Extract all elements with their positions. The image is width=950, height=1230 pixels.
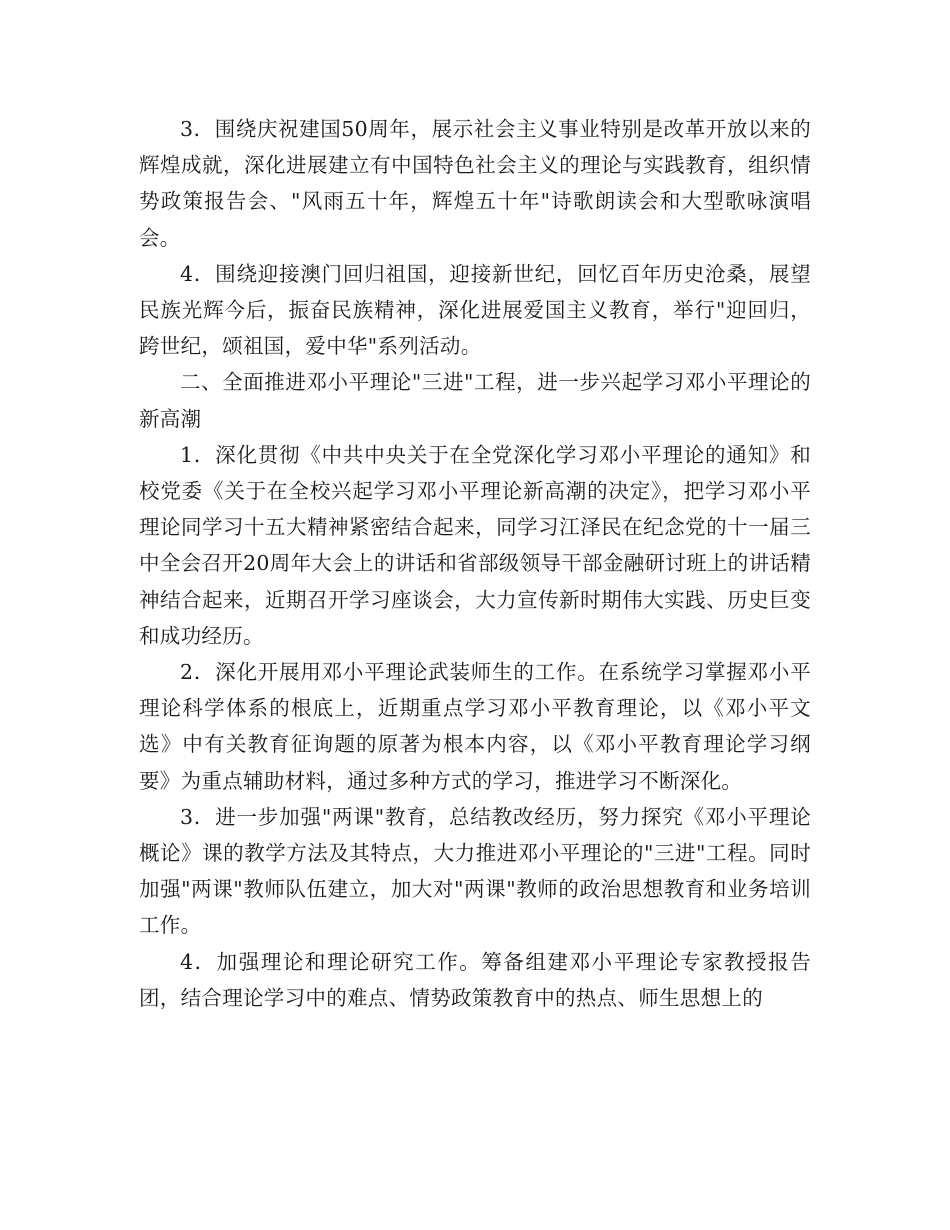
paragraph-item-4-theory-research: 4．加强理论和理论研究工作。筹备组建邓小平理论专家教授报告团，结合理论学习中的难点、情势政策教育中的热点、师生思想上的 [139,949,811,1010]
section-heading-two: 二、全面推进邓小平理论"三进"工程，进一步兴起学习邓小平理论的新高潮 [139,370,811,431]
document-page [139,111,811,1016]
paragraph-item-3-anniversary: 3．围绕庆祝建国50周年，展示社会主义事业特别是改革开放以来的辉煌成就，深化进展建立有中国特色社会主义的理论与实践教育，组织情势政策报告会、"风雨五十年，辉煌五十年"诗歌朗读会和大型歌咏演唱会。 [139,117,811,250]
paragraph-item-4-macau-return: 4．围绕迎接澳门回归祖国，迎接新世纪，回忆百年历史沧桑，展望民族光辉今后，振奋民族精神，深化进展爱国主义教育，举行"迎回归，跨世纪，颂祖国，爱中华"系列活动。 [139,261,811,359]
paragraph-item-2-arm-teachers: 2．深化开展用邓小平理论武装师生的工作。在系统学习掌握邓小平理论科学体系的根底上，近期重点学习邓小平教育理论，以《邓小平文选》中有关教育征询题的原著为根本内容，以《邓小平教育理论学习纲要》为重点辅助材料，通过多种方式的学习，推进学习不断深化。 [139,660,811,793]
paragraph-item-1-implement: 1．深化贯彻《中共中央关于在全党深化学习邓小平理论的通知》和校党委《关于在全校兴起学习邓小平理论新高潮的决定》，把学习邓小平理论同学习十五大精神紧密结合起来，同学习江泽民在纪念党的十一届三中全会召开20周年大会上的讲话和省部级领导干部金融研讨班上的讲话精神结合起来，近期召开学习座谈会，大力宣传新时期伟大实践、历史巨变和成功经历。 [139,442,811,648]
paragraph-item-3-two-courses: 3．进一步加强"两课"教育，总结教改经历，努力探究《邓小平理论概论》课的教学方法及其特点，大力推进邓小平理论的"三进"工程。同时加强"两课"教师队伍建立，加大对"两课"教师的政治思想教育和业务培训工作。 [139,804,811,938]
